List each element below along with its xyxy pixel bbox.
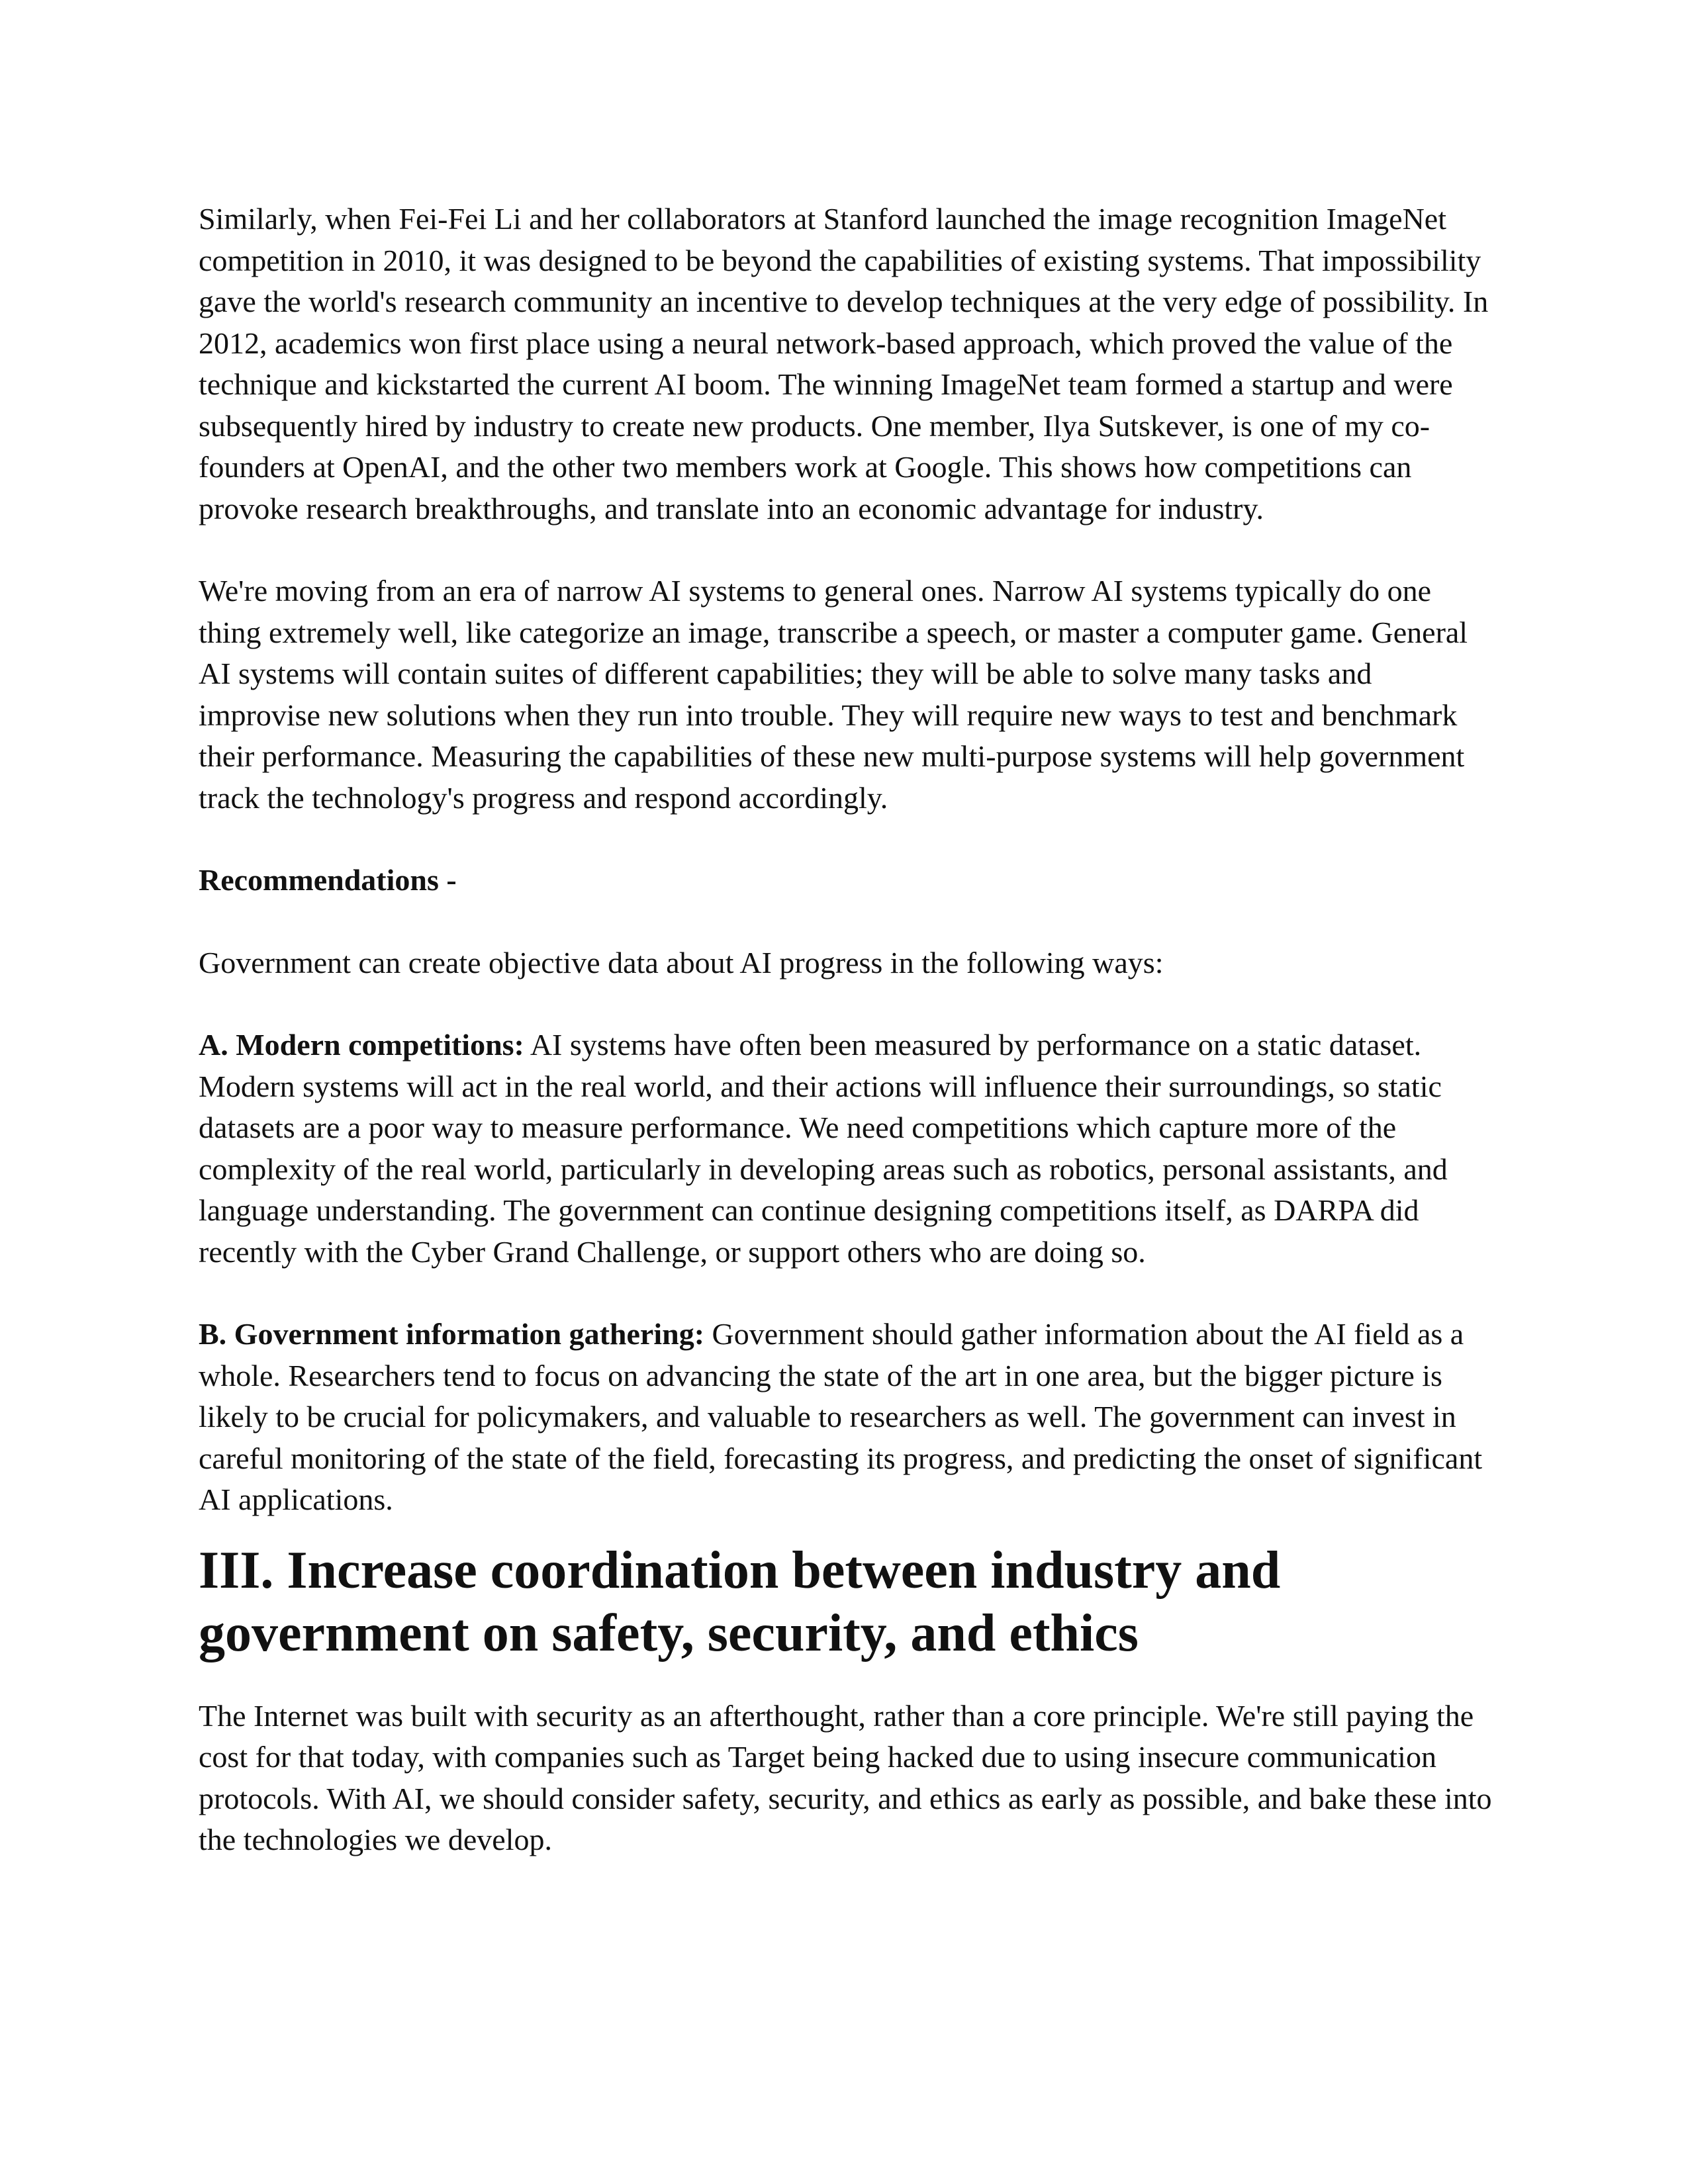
- document-page: [199, 199, 1496, 1861]
- section-heading-iii: III. Increase coordination between industry and government on safety, security, and ethics: [199, 1541, 1281, 1662]
- paragraph-imagenet: Similarly, when Fei-Fei Li and her collaborators at Stanford launched the image recognition ImageNet competition in 2010, it was designed to be beyond the capabilities of existing systems. That impossibility gave the world's research community an incentive to develop techniques at the very edge of possibility. In 2012, academics won first place using a neural network-based approach, which proved the value of the technique and kickstarted the current AI boom. The winning ImageNet team formed a startup and were subsequently hired by industry to create new products. One member, Ilya Sutskever, is one of my co-founders at OpenAI, and the other two members work at Google. This shows how competitions can provoke research breakthroughs, and translate into an economic advantage for industry.: [199, 202, 1489, 525]
- recommendations-heading: Recommendations -: [199, 863, 457, 897]
- recommendation-item-b-lead: B. Government information gathering:: [199, 1317, 705, 1351]
- recommendation-item-a: [199, 1024, 1496, 1273]
- recommendation-item-b-text: Government should gather information about the AI field as a whole. Researchers tend to focus on advancing the state of the art in one area, but the bigger picture is likely to be crucial for policymakers, and valuable to researchers as well. The government can invest in careful monitoring of the state of the field, forecasting its progress, and predicting the onset of significant AI applications.: [199, 1317, 1483, 1516]
- recommendation-item-a-text: AI systems have often been measured by performance on a static dataset. Modern systems will act in the real world, and their actions will influence their surroundings, so static datasets are a poor way to measure performance. We need competitions which capture more of the complexity of the real world, particularly in developing areas such as robotics, personal assistants, and language understanding. The government can continue designing competitions itself, as DARPA did recently with the Cyber Grand Challenge, or support others who are doing so.: [199, 1028, 1448, 1269]
- recommendation-item-a-lead: A. Modern competitions:: [199, 1028, 524, 1062]
- recommendation-item-b: [199, 1314, 1496, 1521]
- recommendations-intro: Government can create objective data about AI progress in the following ways:: [199, 945, 1164, 979]
- paragraph-general-ai: We're moving from an era of narrow AI systems to general ones. Narrow AI systems typically do one thing extremely well, like categorize an image, transcribe a speech, or master a computer game. General AI systems will contain suites of different capabilities; they will be able to solve many tasks and improvise new solutions when they run into trouble. They will require new ways to test and benchmark their performance. Measuring the capabilities of these new multi-purpose systems will help government track the technology's progress and respond accordingly.: [199, 574, 1468, 815]
- paragraph-internet-security: The Internet was built with security as an afterthought, rather than a core principle. We're still paying the cost for that today, with companies such as Target being hacked due to using insecure communication protocols. With AI, we should consider safety, security, and ethics as early as possible, and bake these into the technologies we develop.: [199, 1698, 1492, 1856]
